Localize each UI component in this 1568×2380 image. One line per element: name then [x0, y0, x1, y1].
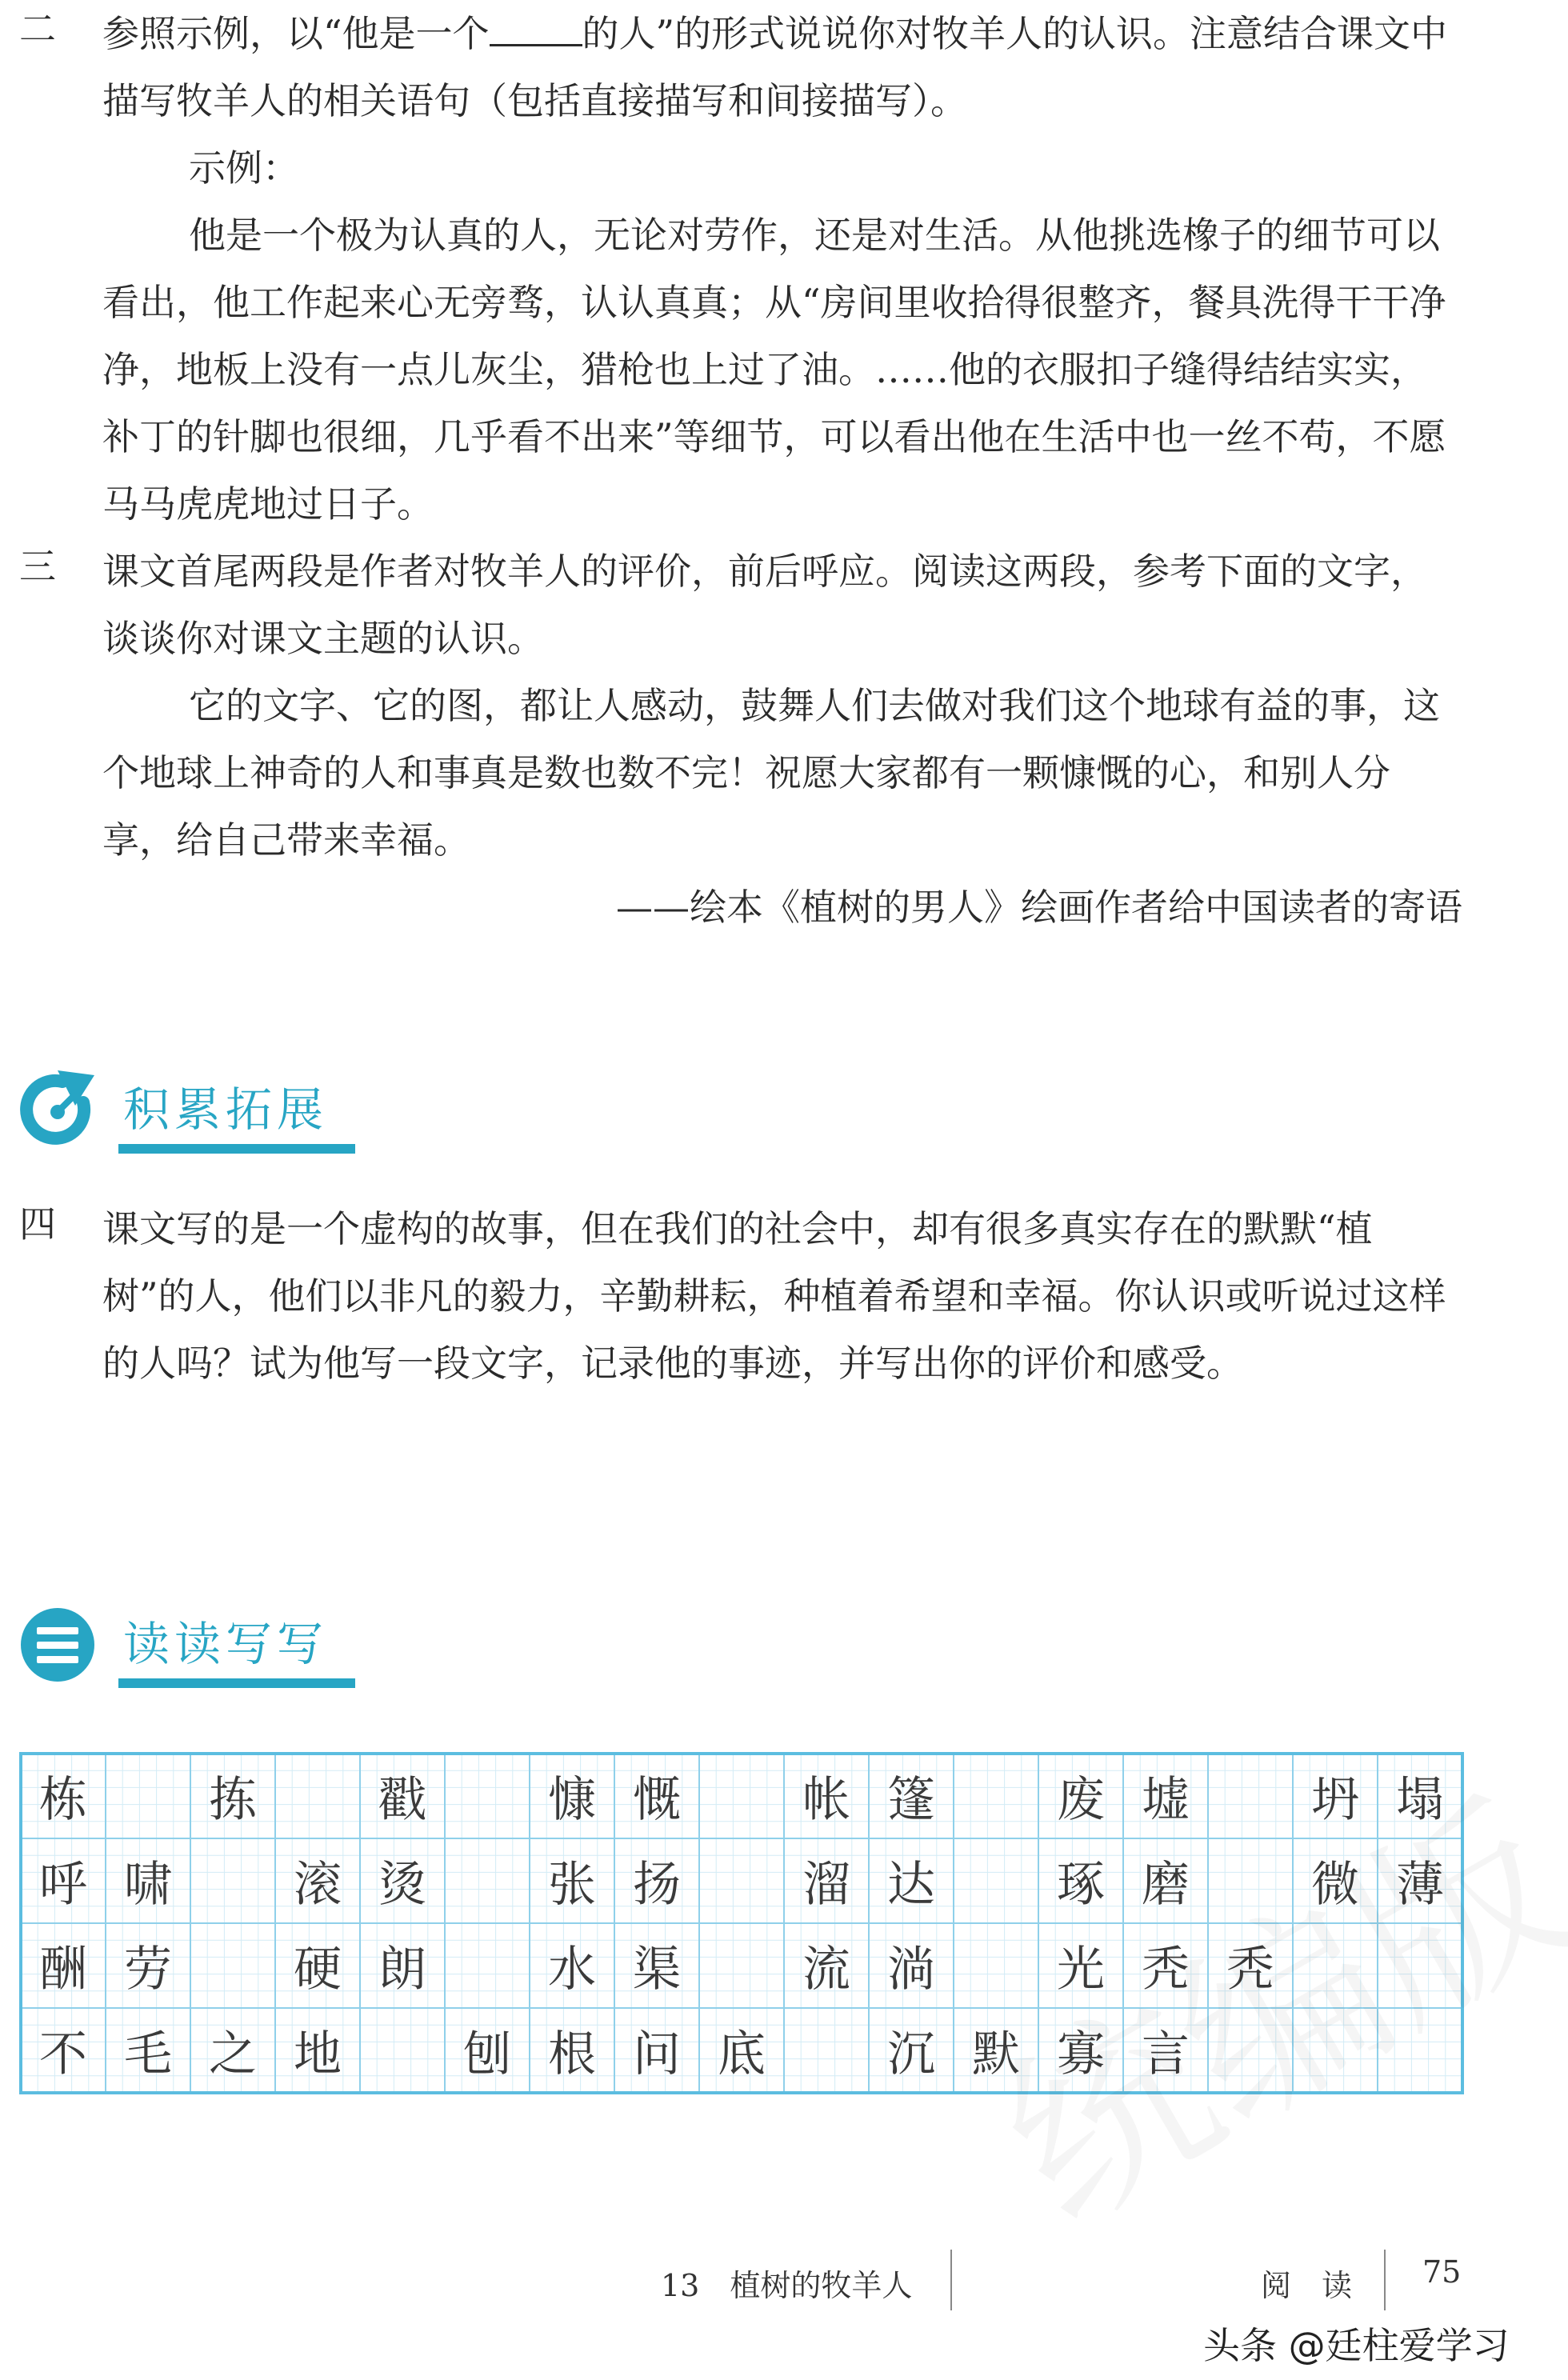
- vocab-character: 废: [1057, 1772, 1105, 1828]
- question-4-prompt: 课文写的是一个虚构的故事，但在我们的社会中，却有很多真实存在的默默“植树”的人，他们以非凡的毅力，辛勤耕耘，种植着希望和幸福。你认识或听说过这样的人吗？试为他写一段文字，记录他的事迹，并写出你的评价和感受。: [102, 1207, 1446, 1385]
- section-underline: [118, 1144, 355, 1154]
- vocab-character: 问: [633, 2026, 681, 2082]
- example-text: 他是一个极为认真的人，无论对劳作，还是对生活。从他挑选橡子的细节可以看出，他工作起来心无旁骛，认认真真；从“房间里收拾得很整齐，餐具洗得干干净净，地板上没有一点儿灰尘，猎枪也上过了油。……他的衣服扣子缝得结结实实，补丁的针脚也很细，几乎看不出来”等细节，可以看出他在生活中也一丝不苟，不愿马马虎虎地过日子。: [102, 214, 1446, 526]
- example-label: 示例：: [189, 146, 299, 190]
- vocab-character: 薄: [1396, 1857, 1444, 1913]
- question-number-3: 三: [19, 545, 56, 588]
- vocab-character: 塌: [1396, 1772, 1444, 1828]
- vocab-character: 光: [1057, 1942, 1105, 1998]
- vocab-character: 根: [548, 2026, 596, 2082]
- vocab-character: 硬: [294, 1942, 342, 1998]
- vocab-character: 达: [887, 1857, 935, 1913]
- vocab-character: 刨: [463, 2026, 511, 2082]
- vocab-character: 拣: [209, 1772, 257, 1828]
- vocab-character: 溜: [802, 1857, 850, 1913]
- vocab-character: 栋: [39, 1772, 87, 1828]
- vocab-character: 篷: [887, 1772, 935, 1828]
- vocab-character: 底: [718, 2026, 766, 2082]
- vocab-character: 啸: [124, 1857, 172, 1913]
- vocab-character: 之: [209, 2026, 257, 2082]
- vocab-character: 烫: [378, 1857, 426, 1913]
- vocab-character: 秃: [1142, 1942, 1190, 1998]
- vocab-character: 慷: [548, 1772, 596, 1828]
- vocab-character: 帐: [802, 1772, 850, 1828]
- prompt-text-end: 的人”的形式说说你对牧羊人的认识。注意结合课文中描写牧羊人的相关语句（包括直接描写和间接描写）。: [102, 12, 1448, 122]
- footer-section: 阅 读: [1261, 2268, 1353, 2303]
- question-3: [102, 538, 1462, 941]
- question-number-2: 二: [19, 7, 56, 50]
- vocab-character: 坍: [1311, 1772, 1359, 1828]
- quote-text: 它的文字、它的图，都让人感动，鼓舞人们去做对我们这个地球有益的事，这个地球上神奇的人和事真是数也数不完！祝愿大家都有一颗慷慨的心，和别人分享，给自己带来幸福。: [102, 684, 1440, 862]
- arrow-circle-icon: [18, 1070, 98, 1150]
- vocab-character: 呼: [39, 1857, 87, 1913]
- fill-in-blank: [490, 14, 582, 46]
- section-underline: [118, 1678, 355, 1688]
- question-number-4: 四: [19, 1202, 56, 1246]
- vocab-character: 地: [294, 2026, 342, 2082]
- footer-divider: [1384, 2250, 1386, 2310]
- vocab-character: 不: [39, 2026, 87, 2082]
- vocab-character: 水: [548, 1942, 596, 1998]
- section-title: 积累拓展: [123, 1082, 329, 1137]
- source-credit: 头条 @廷柱爱学习: [1203, 2324, 1510, 2367]
- vocab-character: 默: [972, 2026, 1020, 2082]
- vocab-character: 寡: [1057, 2026, 1105, 2082]
- quote-attribution: ——绘本《植树的男人》绘画作者给中国读者的寄语: [616, 886, 1462, 929]
- footer-divider: [950, 2250, 952, 2310]
- vocab-character: 渠: [633, 1942, 681, 1998]
- prompt-text-start: 参照示例，以“他是一个: [102, 12, 490, 55]
- vocab-character: 流: [802, 1942, 850, 1998]
- vocab-character: 言: [1142, 2026, 1190, 2082]
- question-2: [102, 0, 1462, 538]
- vocab-character: 劳: [124, 1942, 172, 1998]
- page-number: 75: [1422, 2254, 1462, 2290]
- question-3-prompt: 课文首尾两段是作者对牧羊人的评价，前后呼应。阅读这两段，参考下面的文字，谈谈你对课文主题的认识。: [102, 550, 1427, 660]
- vocab-character: 扬: [633, 1857, 681, 1913]
- vocab-character: 磨: [1142, 1857, 1190, 1913]
- vocab-character: 墟: [1142, 1772, 1190, 1828]
- question-4: [102, 1195, 1462, 1397]
- section-title: 读读写写: [123, 1617, 329, 1671]
- vocab-character: 琢: [1057, 1857, 1105, 1913]
- vocab-character: 慨: [633, 1772, 681, 1828]
- vocab-character: 淌: [887, 1942, 935, 1998]
- list-lines-icon: [18, 1605, 98, 1685]
- vocab-character: 戳: [378, 1772, 426, 1828]
- footer-lesson-title: 13 植树的牧羊人: [661, 2268, 913, 2303]
- question-2-prompt: [102, 0, 1462, 134]
- vocab-character: 滚: [294, 1857, 342, 1913]
- vocab-character: 秃: [1226, 1942, 1274, 1998]
- vocab-character: 毛: [124, 2026, 172, 2082]
- vocab-character: 微: [1311, 1857, 1359, 1913]
- vocab-character: 张: [548, 1857, 596, 1913]
- vocab-character: 沉: [887, 2026, 935, 2082]
- vocab-character: 酬: [39, 1942, 87, 1998]
- vocab-character: 朗: [378, 1942, 426, 1998]
